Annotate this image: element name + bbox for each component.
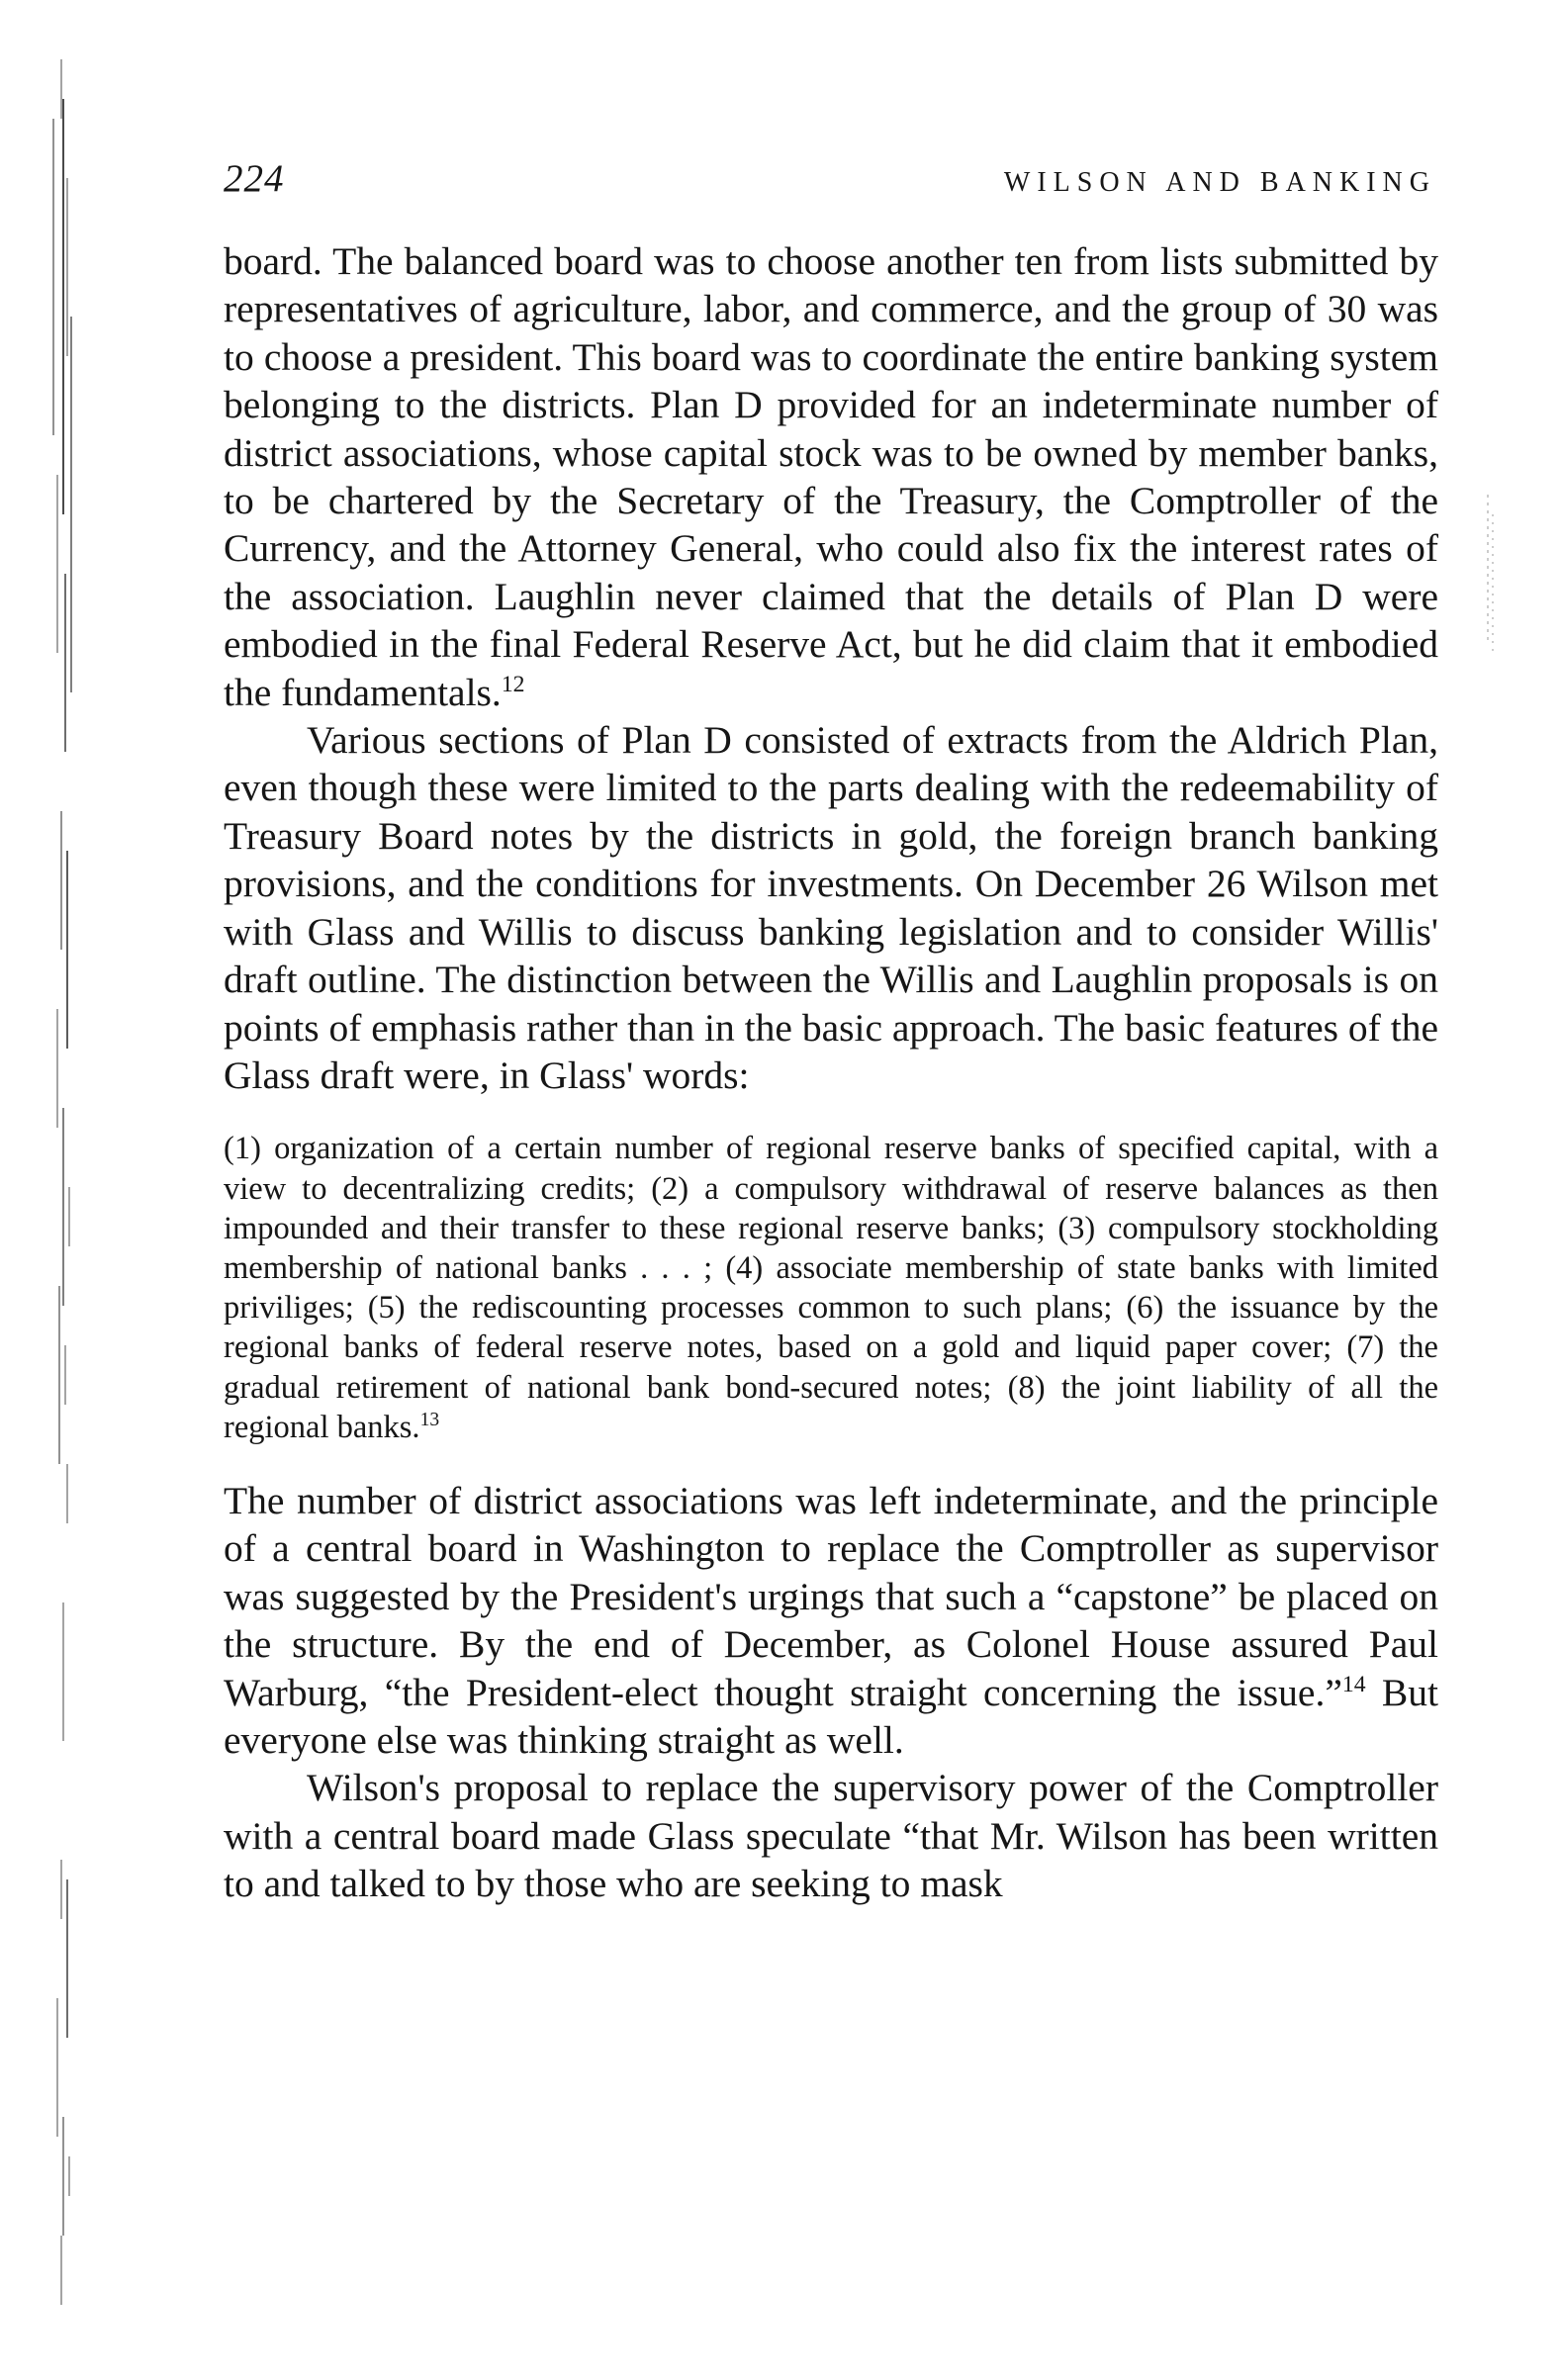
page-number: 224 [224, 157, 285, 200]
footnote-marker: 14 [1341, 1671, 1366, 1697]
paragraph [224, 1477, 1438, 1764]
block-quote [224, 1129, 1438, 1447]
paragraph-text: Wilson's proposal to replace the supervisory power of the Comptroller with a central board made Glass speculate “that Mr. Wilson has been written to and talked to by those who are seeking to mask [224, 1766, 1438, 1906]
paragraph-text: Various sections of Plan D consisted of extracts from the Aldrich Plan, even though these were limited to the parts dealing with the redeemability of Treasury Board notes by the districts in gold, the foreign branch banking provisions, and the conditions for investments. On December 26 Wilson met with Glass and Willis to discuss banking legislation and to consider Willis' draft outline. The distinction between the Willis and Laughlin proposals is on points of emphasis rather than in the basic approach. The basic features of the Glass draft were, in Glass' words: [224, 718, 1438, 1097]
footnote-marker: 13 [419, 1409, 440, 1430]
scan-gutter-marks [44, 59, 103, 2315]
text-column [224, 156, 1438, 1908]
paragraph-text: The number of district associations was left indeterminate, and the principle of a central board in Washington to replace the Comptroller as supervisor was suggested by the President's urgings that such a “capstone” be placed on the structure. By the end of December, as Colonel House assured Paul Warburg, “the President-elect thought straight concerning the issue.” [224, 1478, 1438, 1714]
running-title: WILSON AND BANKING [1003, 167, 1436, 198]
scan-edge-marks [1484, 495, 1498, 653]
paragraph [224, 1764, 1438, 1907]
block-quote-text: (1) organization of a certain number of regional reserve banks of specified capital, with a view to decentralizing credits; (2) a compulsory withdrawal of reserve balances as then impounded and their transfer to these regional reserve banks; (3) compulsory stockholding membership of national banks . . . ; (4) associate membership of state banks with limited priviliges; (5) the rediscounting processes common to such plans; (6) the issuance by the regional banks of federal reserve notes, based on a gold and liquid paper cover; (7) the gradual retirement of national bank bond-secured notes; (8) the joint liability of all the regional banks. [224, 1131, 1438, 1445]
paragraph [224, 237, 1438, 716]
running-head [224, 156, 1438, 204]
paragraph [224, 716, 1438, 1099]
paragraph-text: board. The balanced board was to choose another ten from lists submitted by representatives of agriculture, labor, and commerce, and the group of 30 was to choose a president. This board was to coordinate the entire banking system belonging to the districts. Plan D provided for an indeterminate number of district associations, whose capital stock was to be owned by member banks, to be chartered by the Secretary of the Treasury, the Comptroller of the Currency, and the Attorney General, who could also fix the interest rates of the association. Laughlin never claimed that the details of Plan D were embodied in the final Federal Reserve Act, but he did claim that it embodied the fundamentals. [224, 239, 1438, 714]
paragraph-text: But everyone else was thinking straight as well. [224, 1670, 1438, 1762]
footnote-marker: 12 [501, 671, 525, 697]
